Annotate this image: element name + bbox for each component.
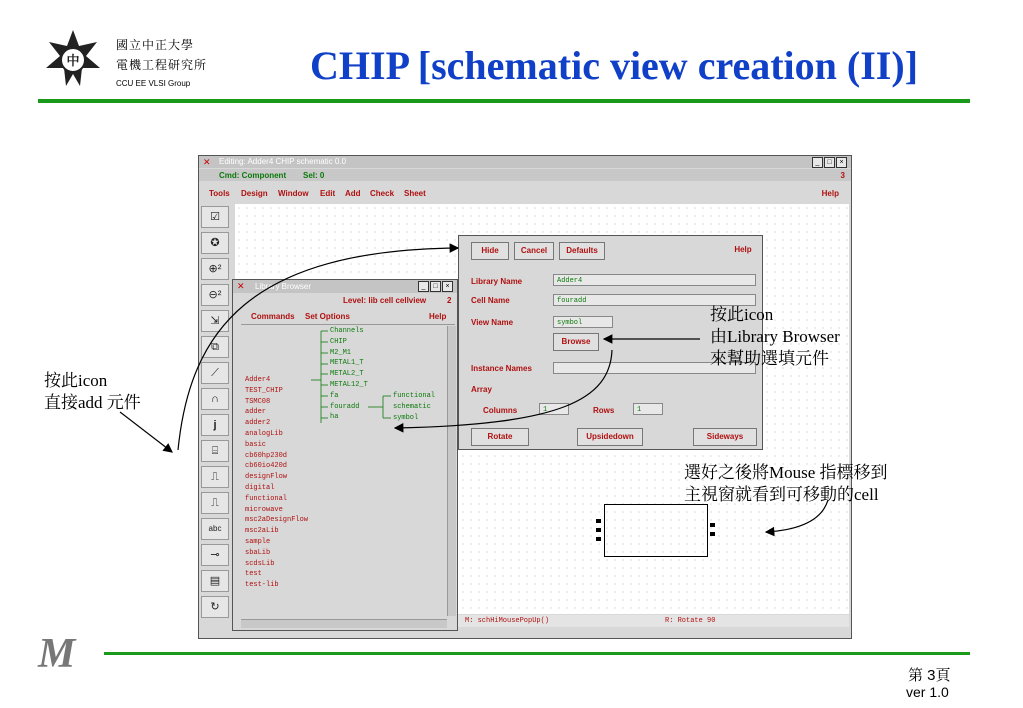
org-name-line1: 國立中正大學 xyxy=(116,38,195,52)
library-item[interactable]: msc2aLib xyxy=(245,527,279,536)
library-item[interactable]: basic xyxy=(245,440,267,449)
view-name-label: View Name xyxy=(471,318,514,327)
level-number: 2 xyxy=(447,296,452,305)
mouse-status-left: M: schHiMousePopUp() xyxy=(465,617,550,625)
sideways-button[interactable]: Sideways xyxy=(693,428,757,446)
minimize-icon[interactable]: _ xyxy=(812,157,823,168)
columns-label: Columns xyxy=(483,406,518,415)
net-icon[interactable]: ⌸ xyxy=(201,440,229,462)
library-name-label: Library Name xyxy=(471,277,523,286)
browse-button[interactable]: Browse xyxy=(553,333,599,351)
cmd-status: Cmd: Component xyxy=(219,171,287,180)
menu-edit[interactable]: Edit xyxy=(320,189,336,198)
annotation-left-line1: 按此icon xyxy=(44,371,108,390)
cadence-logo-icon: ✕ xyxy=(237,281,245,291)
stop-sign-icon[interactable]: ✪ xyxy=(201,232,229,254)
cell-item[interactable]: M2_M1 xyxy=(330,348,352,357)
library-item[interactable]: adder xyxy=(245,408,267,417)
version-label: ver 1.0 xyxy=(906,684,949,700)
rows-field[interactable]: 1 xyxy=(633,403,663,415)
cell-name-label: Cell Name xyxy=(471,296,510,305)
library-item[interactable]: analogLib xyxy=(245,430,283,438)
abc-label-icon[interactable]: abc xyxy=(201,518,229,540)
cell-item[interactable]: Channels xyxy=(330,327,364,335)
annotation-bottom-line2: 主視窗就看到可移動的cell xyxy=(684,485,879,504)
library-item[interactable]: sbaLib xyxy=(245,548,271,557)
library-item[interactable]: cb60io420d xyxy=(245,462,288,471)
view-item[interactable]: schematic xyxy=(393,402,431,411)
library-item[interactable]: Adder4 xyxy=(245,376,271,384)
cell-item[interactable]: METAL2_T xyxy=(330,370,364,379)
view-item[interactable]: symbol xyxy=(393,413,419,422)
library-item[interactable]: msc2aDesignFlow xyxy=(245,516,309,525)
menu-help[interactable]: Help xyxy=(821,189,839,198)
hide-button[interactable]: Hide xyxy=(471,242,509,260)
zoom-in-icon[interactable]: ⊕² xyxy=(201,258,229,280)
probe-icon[interactable]: ⊸ xyxy=(201,544,229,566)
upsidedown-button[interactable]: Upsidedown xyxy=(577,428,643,446)
library-item[interactable]: microwave xyxy=(245,505,283,514)
cell-item[interactable]: fa xyxy=(330,391,339,400)
wire-icon[interactable]: ⟋ xyxy=(201,362,229,384)
selection-count: Sel: 0 xyxy=(303,171,325,180)
menu-add[interactable]: Add xyxy=(345,189,361,198)
library-item[interactable]: TEST_CHIP xyxy=(245,386,283,395)
step-right-icon[interactable]: ⎍ xyxy=(201,492,229,514)
library-item[interactable]: cb60hp230d xyxy=(245,451,288,460)
wire-label-icon[interactable]: ∩ xyxy=(201,388,229,410)
menu-design[interactable]: Design xyxy=(241,189,268,198)
document-icon[interactable]: ▤ xyxy=(201,570,229,592)
menu-commands[interactable]: Commands xyxy=(251,312,295,321)
annotation-right-line3: 來幫助選填元件 xyxy=(710,349,829,368)
library-item[interactable]: sample xyxy=(245,538,271,546)
cell-item[interactable]: fouradd xyxy=(330,402,360,411)
close-icon[interactable]: × xyxy=(836,157,847,168)
maximize-icon[interactable]: □ xyxy=(824,157,835,168)
library-item[interactable]: digital xyxy=(245,484,275,492)
cell-name-field[interactable]: fouradd xyxy=(553,294,756,306)
instance-arrow-icon[interactable]: ⇲ xyxy=(201,310,229,332)
mouse-status-right: R: Rotate 90 xyxy=(665,617,716,625)
level-label: Level: lib cell cellview xyxy=(343,296,427,305)
library-item[interactable]: designFlow xyxy=(245,473,288,482)
library-item[interactable]: TSMC08 xyxy=(245,397,271,406)
library-item[interactable]: adder2 xyxy=(245,419,271,428)
view-item[interactable]: functional xyxy=(393,392,436,400)
rotate-button[interactable]: Rotate xyxy=(471,428,529,446)
cell-item[interactable]: METAL1_T xyxy=(330,359,364,368)
close-icon[interactable]: × xyxy=(442,281,453,292)
slide-title: CHIP [schematic view creation (II)] xyxy=(310,43,919,88)
library-item[interactable]: test xyxy=(245,570,262,579)
defaults-button[interactable]: Defaults xyxy=(559,242,605,260)
minimize-icon[interactable]: _ xyxy=(418,281,429,292)
cell-item[interactable]: CHIP xyxy=(330,337,347,346)
rotate-icon[interactable]: ↻ xyxy=(201,596,229,618)
columns-field[interactable]: 1 xyxy=(539,403,569,415)
cancel-button[interactable]: Cancel xyxy=(514,242,554,260)
footer-logo: M xyxy=(38,631,76,677)
menu-tools[interactable]: Tools xyxy=(209,189,230,198)
page-number: 第 3頁 xyxy=(908,667,951,684)
rows-label: Rows xyxy=(593,406,615,415)
maximize-icon[interactable]: □ xyxy=(430,281,441,292)
zoom-out-icon[interactable]: ⊖² xyxy=(201,284,229,306)
library-item[interactable]: scdsLib xyxy=(245,559,275,568)
library-item[interactable]: functional xyxy=(245,494,288,503)
help-button[interactable]: Help xyxy=(734,245,752,254)
menu-window[interactable]: Window xyxy=(278,189,309,198)
cell-item[interactable]: ha xyxy=(330,413,339,422)
menu-sheet[interactable]: Sheet xyxy=(404,189,426,198)
annotation-bottom-line1: 選好之後將Mouse 指標移到 xyxy=(684,463,888,482)
library-item[interactable]: test-lib xyxy=(245,581,279,590)
cadence-logo-icon: ✕ xyxy=(203,157,211,167)
menu-set-options[interactable]: Set Options xyxy=(305,312,350,321)
footer-divider xyxy=(104,652,970,655)
annotation-right-line1: 按此icon xyxy=(710,305,774,324)
menu-help[interactable]: Help xyxy=(429,312,447,321)
view-name-field[interactable]: symbol xyxy=(553,316,613,328)
library-name-field[interactable]: Adder4 xyxy=(553,274,756,286)
step-icon[interactable]: ⎍ xyxy=(201,466,229,488)
command-counter: 3 xyxy=(840,171,845,180)
org-name-english: CCU EE VLSI Group xyxy=(116,79,191,88)
instance-names-label: Instance Names xyxy=(471,364,532,373)
cell-item[interactable]: METAL12_T xyxy=(330,381,368,389)
pin-icon[interactable]: j xyxy=(201,414,229,436)
org-name-line2: 電機工程研究所 xyxy=(116,58,208,72)
window-title: Editing: Adder4 CHIP schematic 0.0 xyxy=(219,157,347,166)
annotation-right-line2: 由Library Browser xyxy=(710,327,840,346)
checkbox-icon[interactable]: ☑ xyxy=(201,206,229,228)
array-label: Array xyxy=(471,385,492,394)
svg-text:中: 中 xyxy=(66,54,80,69)
annotation-left-line2: 直接add 元件 xyxy=(44,393,141,412)
menu-check[interactable]: Check xyxy=(370,189,395,198)
component-icon[interactable]: ⧉ xyxy=(201,336,229,358)
library-browser-title: Library Browser xyxy=(255,282,312,291)
